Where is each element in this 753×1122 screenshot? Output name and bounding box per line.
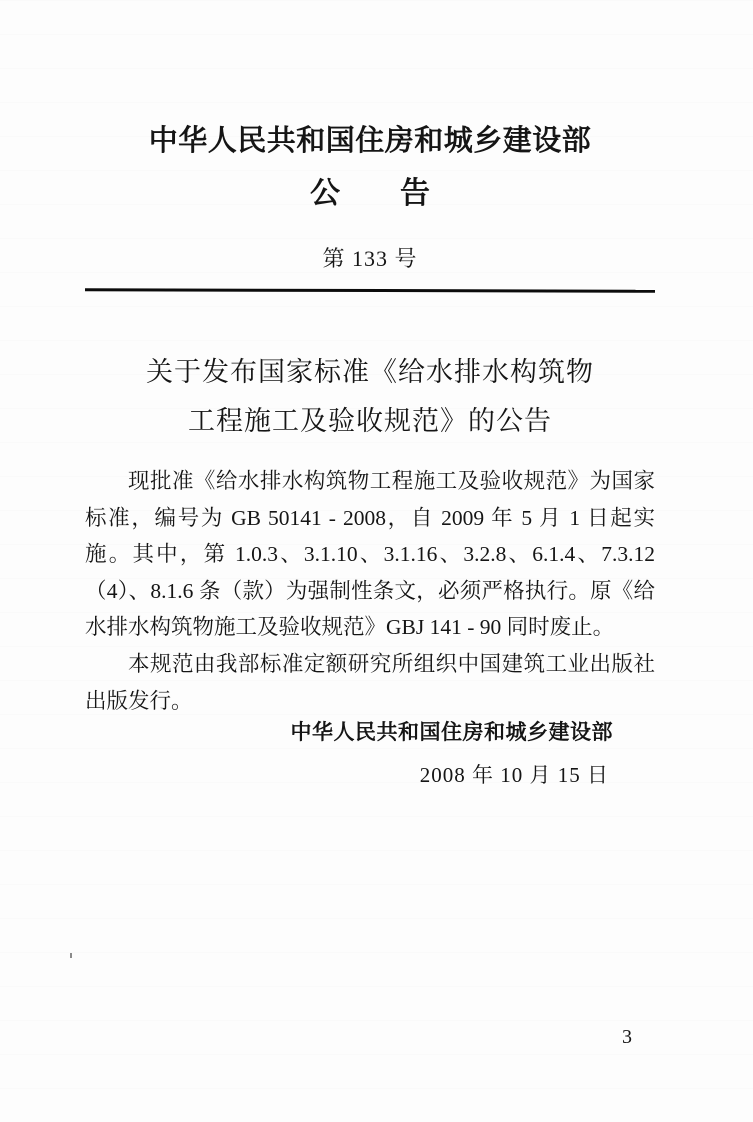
subject-line-2: 工程施工及验收规范》的公告 [188, 406, 552, 436]
announcement-subject [85, 348, 655, 446]
signature-date: 2008 年 10 月 15 日 [419, 763, 609, 787]
horizontal-rule [85, 288, 655, 292]
announcement-word: 公 告 [310, 177, 430, 210]
page-number: 3 [622, 1026, 632, 1048]
body-paragraph: 现批准《给水排水构筑物工程施工及验收规范》为国家标准，编号为 GB 50141 - 2008，自 2009 年 5 月 1 日起实施。其中，第 1.0.3、3.1.10、3.1.16、3.2.8、6.1.4、7.3.12（4）、8.1.6 条（款）为强制性条文，必须严格执行。原《给水排水构筑物施工及验收规范》GBJ 141 - 90 同时废止。 [85, 469, 655, 640]
issue-number: 第 133 号 [322, 246, 418, 271]
ministry-title: 中华人民共和国住房和城乡建设部 [148, 125, 592, 157]
subject-line-1: 关于发布国家标准《给水排水构筑物 [146, 357, 594, 387]
announcement-body [85, 463, 655, 719]
scan-artifact-speck [70, 953, 72, 958]
signature-block [85, 716, 655, 789]
signature-ministry-name: 中华人民共和国住房和城乡建设部 [290, 720, 613, 744]
body-paragraph: 本规范由我部标准定额研究所组织中国建筑工业出版社出版发行。 [85, 651, 655, 713]
